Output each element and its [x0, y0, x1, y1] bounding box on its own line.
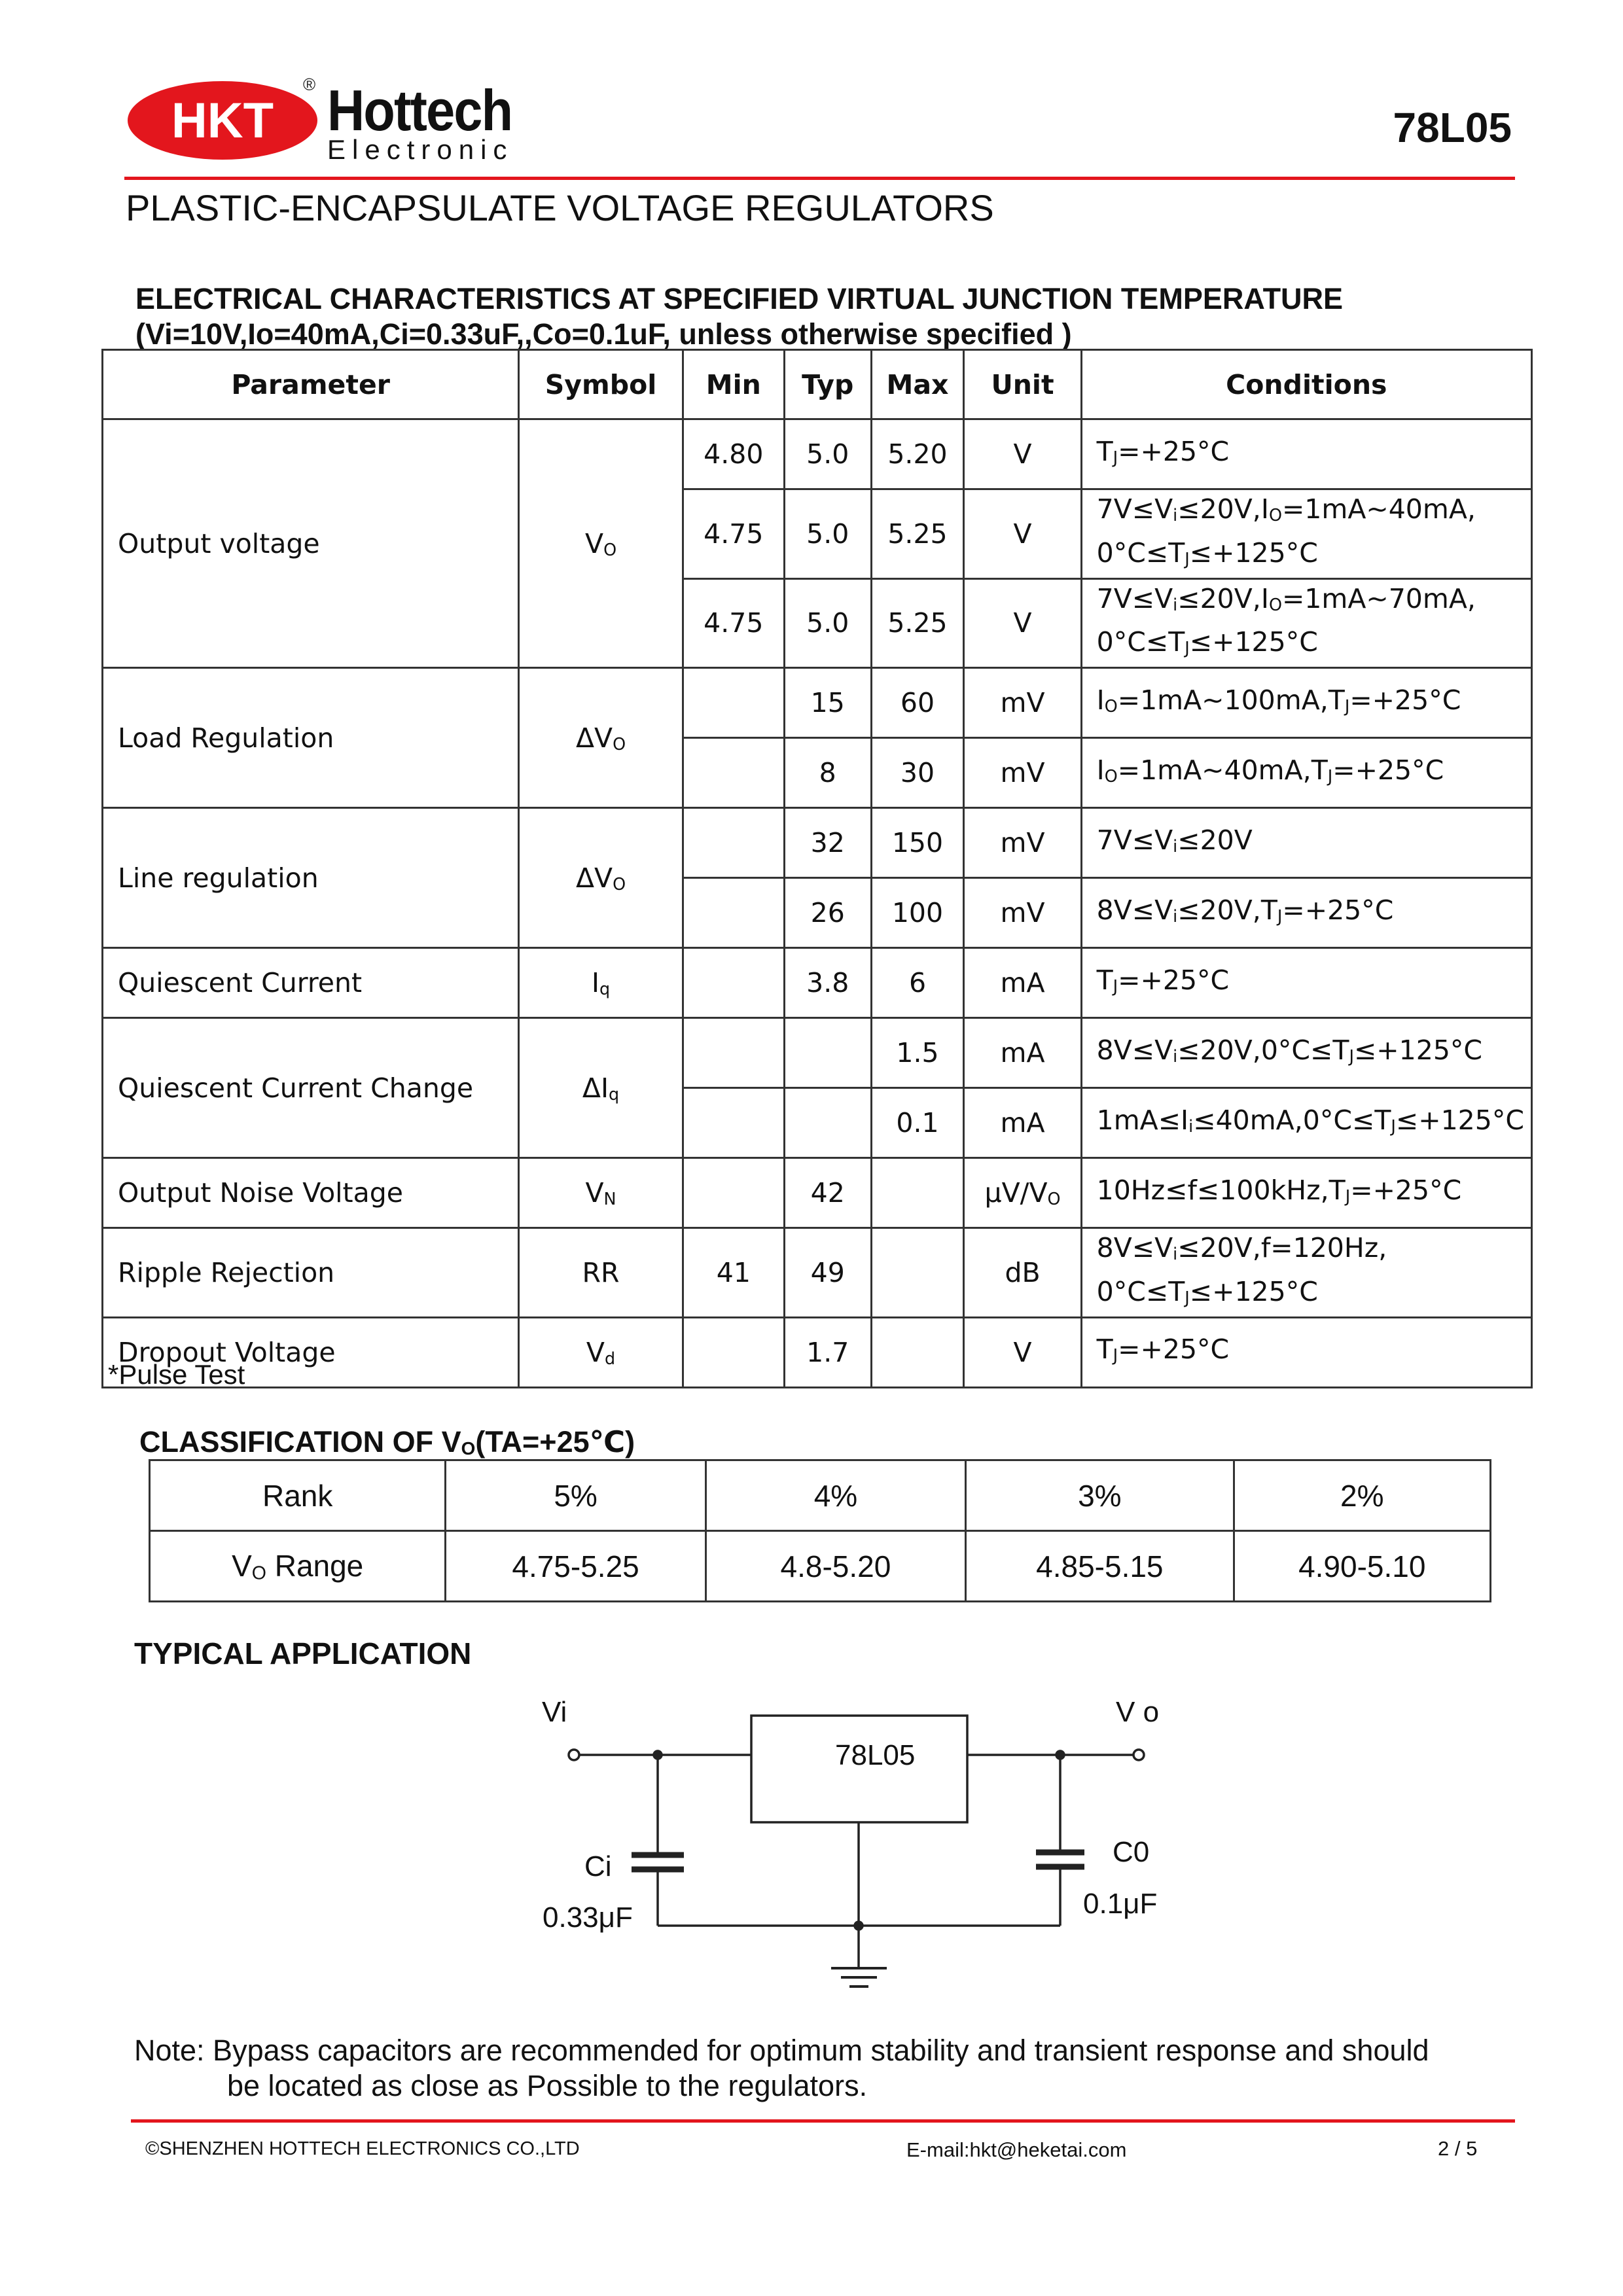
- column-header-symbol: Symbol: [519, 350, 683, 419]
- typ-cell: 1.7: [784, 1317, 871, 1387]
- classification-table: [149, 1459, 1491, 1602]
- table-row: [103, 808, 1532, 878]
- unit-cell: V: [964, 578, 1081, 668]
- co-label: C0: [1113, 1836, 1150, 1868]
- heading-line-1: ELECTRICAL CHARACTERISTICS AT SPECIFIED VIRTUAL JUNCTION TEMPERATURE: [135, 282, 1344, 315]
- min-cell: [683, 948, 784, 1018]
- max-cell: 100: [871, 878, 964, 948]
- table-row: [103, 948, 1532, 1018]
- symbol-cell: RR: [519, 1228, 683, 1318]
- max-cell: 6: [871, 948, 964, 1018]
- typ-cell: [784, 1018, 871, 1088]
- document-title: PLASTIC-ENCAPSULATE VOLTAGE REGULATORS: [126, 187, 994, 228]
- table-row: [150, 1460, 1491, 1531]
- max-cell: 5.25: [871, 489, 964, 579]
- heading-line-2: (Vi=10V,Io=40mA,Ci=0.33uF,,Co=0.1uF, unless otherwise specified ): [135, 317, 1072, 351]
- parameter-cell: Quiescent Current Change: [103, 1018, 519, 1158]
- parameter-cell: Ripple Rejection: [103, 1228, 519, 1318]
- min-cell: 4.75: [683, 489, 784, 579]
- parameter-cell: Quiescent Current: [103, 948, 519, 1018]
- min-cell: 41: [683, 1228, 784, 1318]
- logo-name: Hottech: [327, 78, 512, 143]
- conditions-cell: $10Hz\le f\le 100kHz,T_J=+25^\circ C$: [1081, 1158, 1531, 1228]
- max-cell: [871, 1158, 964, 1228]
- vi-label: Vi: [542, 1696, 567, 1728]
- electrical-characteristics-table: [101, 349, 1533, 1388]
- unit-cell: V: [964, 489, 1081, 579]
- typ-cell: 5.0: [784, 489, 871, 579]
- min-cell: 4.80: [683, 419, 784, 489]
- rank-cell: 2%: [1234, 1460, 1490, 1531]
- table-header-row: [103, 350, 1532, 419]
- parameter-cell: Dropout Voltage: [103, 1317, 519, 1387]
- vo-label: V o: [1116, 1696, 1160, 1728]
- footer-divider: [131, 2119, 1515, 2123]
- logo-subtitle: Electronic: [327, 134, 514, 165]
- parameter-cell: Output voltage: [103, 419, 519, 668]
- conditions-cell: $8V\le V_i\le 20V,f=120Hz$, $0^\circ C\le T_J\le+125^\circ C$: [1081, 1228, 1531, 1318]
- column-header-max: Max: [871, 350, 964, 419]
- table-row: [103, 419, 1532, 489]
- input-terminal: [569, 1750, 579, 1760]
- range-cell: 4.75-5.25: [446, 1531, 705, 1602]
- unit-cell: mV: [964, 878, 1081, 948]
- footer-page-number: 2 / 5: [1438, 2137, 1478, 2160]
- max-cell: 60: [871, 668, 964, 738]
- table-row: [103, 1158, 1532, 1228]
- symbol-cell: $\Delta V_O$: [519, 668, 683, 808]
- electrical-characteristics-heading: [135, 281, 1343, 352]
- conditions-cell: $T_J=+25^\circ C$: [1081, 948, 1531, 1018]
- max-cell: 1.5: [871, 1018, 964, 1088]
- typ-cell: 49: [784, 1228, 871, 1318]
- ground-junction: [855, 1922, 863, 1930]
- max-cell: [871, 1317, 964, 1387]
- max-cell: [871, 1228, 964, 1318]
- note-line-2: be located as close as Possible to the regulators.: [227, 2069, 868, 2102]
- header-divider: [124, 177, 1515, 180]
- min-cell: [683, 808, 784, 878]
- conditions-cell: $1mA\le I_i\le 40mA,0^\circ C\le T_J\le+125^\circ C$: [1081, 1088, 1531, 1158]
- column-header-min: Min: [683, 350, 784, 419]
- svg-text:HKT: HKT: [171, 93, 274, 149]
- column-header-parameter: Parameter: [103, 350, 519, 419]
- parameter-cell: Output Noise Voltage: [103, 1158, 519, 1228]
- min-cell: [683, 878, 784, 948]
- typ-cell: [784, 1088, 871, 1158]
- symbol-cell: $I_q$: [519, 948, 683, 1018]
- typ-cell: 5.0: [784, 419, 871, 489]
- symbol-cell: $V_O$: [519, 419, 683, 668]
- unit-cell: mA: [964, 1018, 1081, 1088]
- table-row: [103, 668, 1532, 738]
- typ-cell: 15: [784, 668, 871, 738]
- min-cell: [683, 1158, 784, 1228]
- symbol-cell: $\Delta V_O$: [519, 808, 683, 948]
- table-row: [103, 1018, 1532, 1088]
- min-cell: [683, 1317, 784, 1387]
- rank-cell: 3%: [966, 1460, 1234, 1531]
- typ-cell: 8: [784, 738, 871, 808]
- max-cell: 5.25: [871, 578, 964, 668]
- typ-cell: 5.0: [784, 578, 871, 668]
- bypass-capacitor-note: [134, 2033, 1508, 2104]
- part-number: 78L05: [1393, 104, 1512, 151]
- rank-cell: 5%: [446, 1460, 705, 1531]
- max-cell: 5.20: [871, 419, 964, 489]
- symbol-cell: $V_N$: [519, 1158, 683, 1228]
- unit-cell: V: [964, 1317, 1081, 1387]
- column-header-unit: Unit: [964, 350, 1081, 419]
- output-terminal: [1133, 1750, 1144, 1760]
- input-junction: [654, 1751, 662, 1759]
- min-cell: 4.75: [683, 578, 784, 668]
- min-cell: [683, 738, 784, 808]
- symbol-cell: $\Delta I_q$: [519, 1018, 683, 1158]
- unit-cell: dB: [964, 1228, 1081, 1318]
- conditions-cell: $7V\le V_i\le 20V,I_O=1mA\sim 70mA$, $0^\circ C\le T_J\le+125^\circ C$: [1081, 578, 1531, 668]
- unit-cell: mV: [964, 808, 1081, 878]
- rank-cell: 4%: [705, 1460, 965, 1531]
- conditions-cell: $8V\le V_i\le 20V,0^\circ C\le T_J\le+125^\circ C$: [1081, 1018, 1531, 1088]
- unit-cell: V: [964, 419, 1081, 489]
- conditions-cell: $I_O=1mA\sim 100mA,T_J=+25^\circ C$: [1081, 668, 1531, 738]
- typ-cell: 32: [784, 808, 871, 878]
- range-cell: 4.85-5.15: [966, 1531, 1234, 1602]
- table-row: [103, 1317, 1532, 1387]
- parameter-cell: Load Regulation: [103, 668, 519, 808]
- typical-application-heading: TYPICAL APPLICATION: [134, 1636, 472, 1670]
- max-cell: 30: [871, 738, 964, 808]
- max-cell: 150: [871, 808, 964, 878]
- ci-label: Ci: [584, 1850, 612, 1882]
- typ-cell: 42: [784, 1158, 871, 1228]
- unit-cell: mV: [964, 668, 1081, 738]
- range-cell: 4.8-5.20: [705, 1531, 965, 1602]
- parameter-cell: Line regulation: [103, 808, 519, 948]
- note-line-1: Note: Bypass capacitors are recommended for optimum stability and transient response and should: [134, 2034, 1429, 2067]
- ci-value: 0.33μF: [543, 1901, 633, 1934]
- pulse-test-footnote: *Pulse Test: [108, 1359, 245, 1390]
- footer-email: E-mail:hkt@heketai.com: [906, 2138, 1127, 2161]
- unit-cell: mV: [964, 738, 1081, 808]
- classification-heading: CLASSIFICATION OF $V_O(TA=+25℃)$: [139, 1425, 635, 1459]
- footer-company: ©SHENZHEN HOTTECH ELECTRONICS CO.,LTD: [145, 2138, 580, 2159]
- unit-cell: $\mu V/V_O$: [964, 1158, 1081, 1228]
- max-cell: 0.1: [871, 1088, 964, 1158]
- symbol-cell: $V_d$: [519, 1317, 683, 1387]
- output-junction: [1056, 1751, 1064, 1759]
- typ-cell: 26: [784, 878, 871, 948]
- conditions-cell: $I_O=1mA\sim 40mA,T_J=+25^\circ C$: [1081, 738, 1531, 808]
- table-row: [150, 1531, 1491, 1602]
- column-header-conditions: Conditions: [1081, 350, 1531, 419]
- table-row: [103, 1228, 1532, 1318]
- conditions-cell: $8V\le V_i\le 20V,T_J=+25^\circ C$: [1081, 878, 1531, 948]
- unit-cell: mA: [964, 1088, 1081, 1158]
- column-header-typ: Typ: [784, 350, 871, 419]
- conditions-cell: $7V\le V_i\le 20V$: [1081, 808, 1531, 878]
- range-cell: $V_O$ Range: [150, 1531, 446, 1602]
- regulator-label: 78L05: [835, 1739, 916, 1771]
- conditions-cell: $T_J=+25^\circ C$: [1081, 419, 1531, 489]
- min-cell: [683, 668, 784, 738]
- min-cell: [683, 1018, 784, 1088]
- conditions-cell: $7V\le V_i\le 20V,I_O=1mA\sim 40mA$, $0^\circ C\le T_J\le+125^\circ C$: [1081, 489, 1531, 579]
- conditions-cell: $T_J=+25^\circ C$: [1081, 1317, 1531, 1387]
- co-value: 0.1μF: [1083, 1888, 1158, 1920]
- unit-cell: mA: [964, 948, 1081, 1018]
- svg-text:®: ®: [303, 75, 316, 94]
- typ-cell: 3.8: [784, 948, 871, 1018]
- rank-cell: Rank: [150, 1460, 446, 1531]
- range-cell: 4.90-5.10: [1234, 1531, 1490, 1602]
- min-cell: [683, 1088, 784, 1158]
